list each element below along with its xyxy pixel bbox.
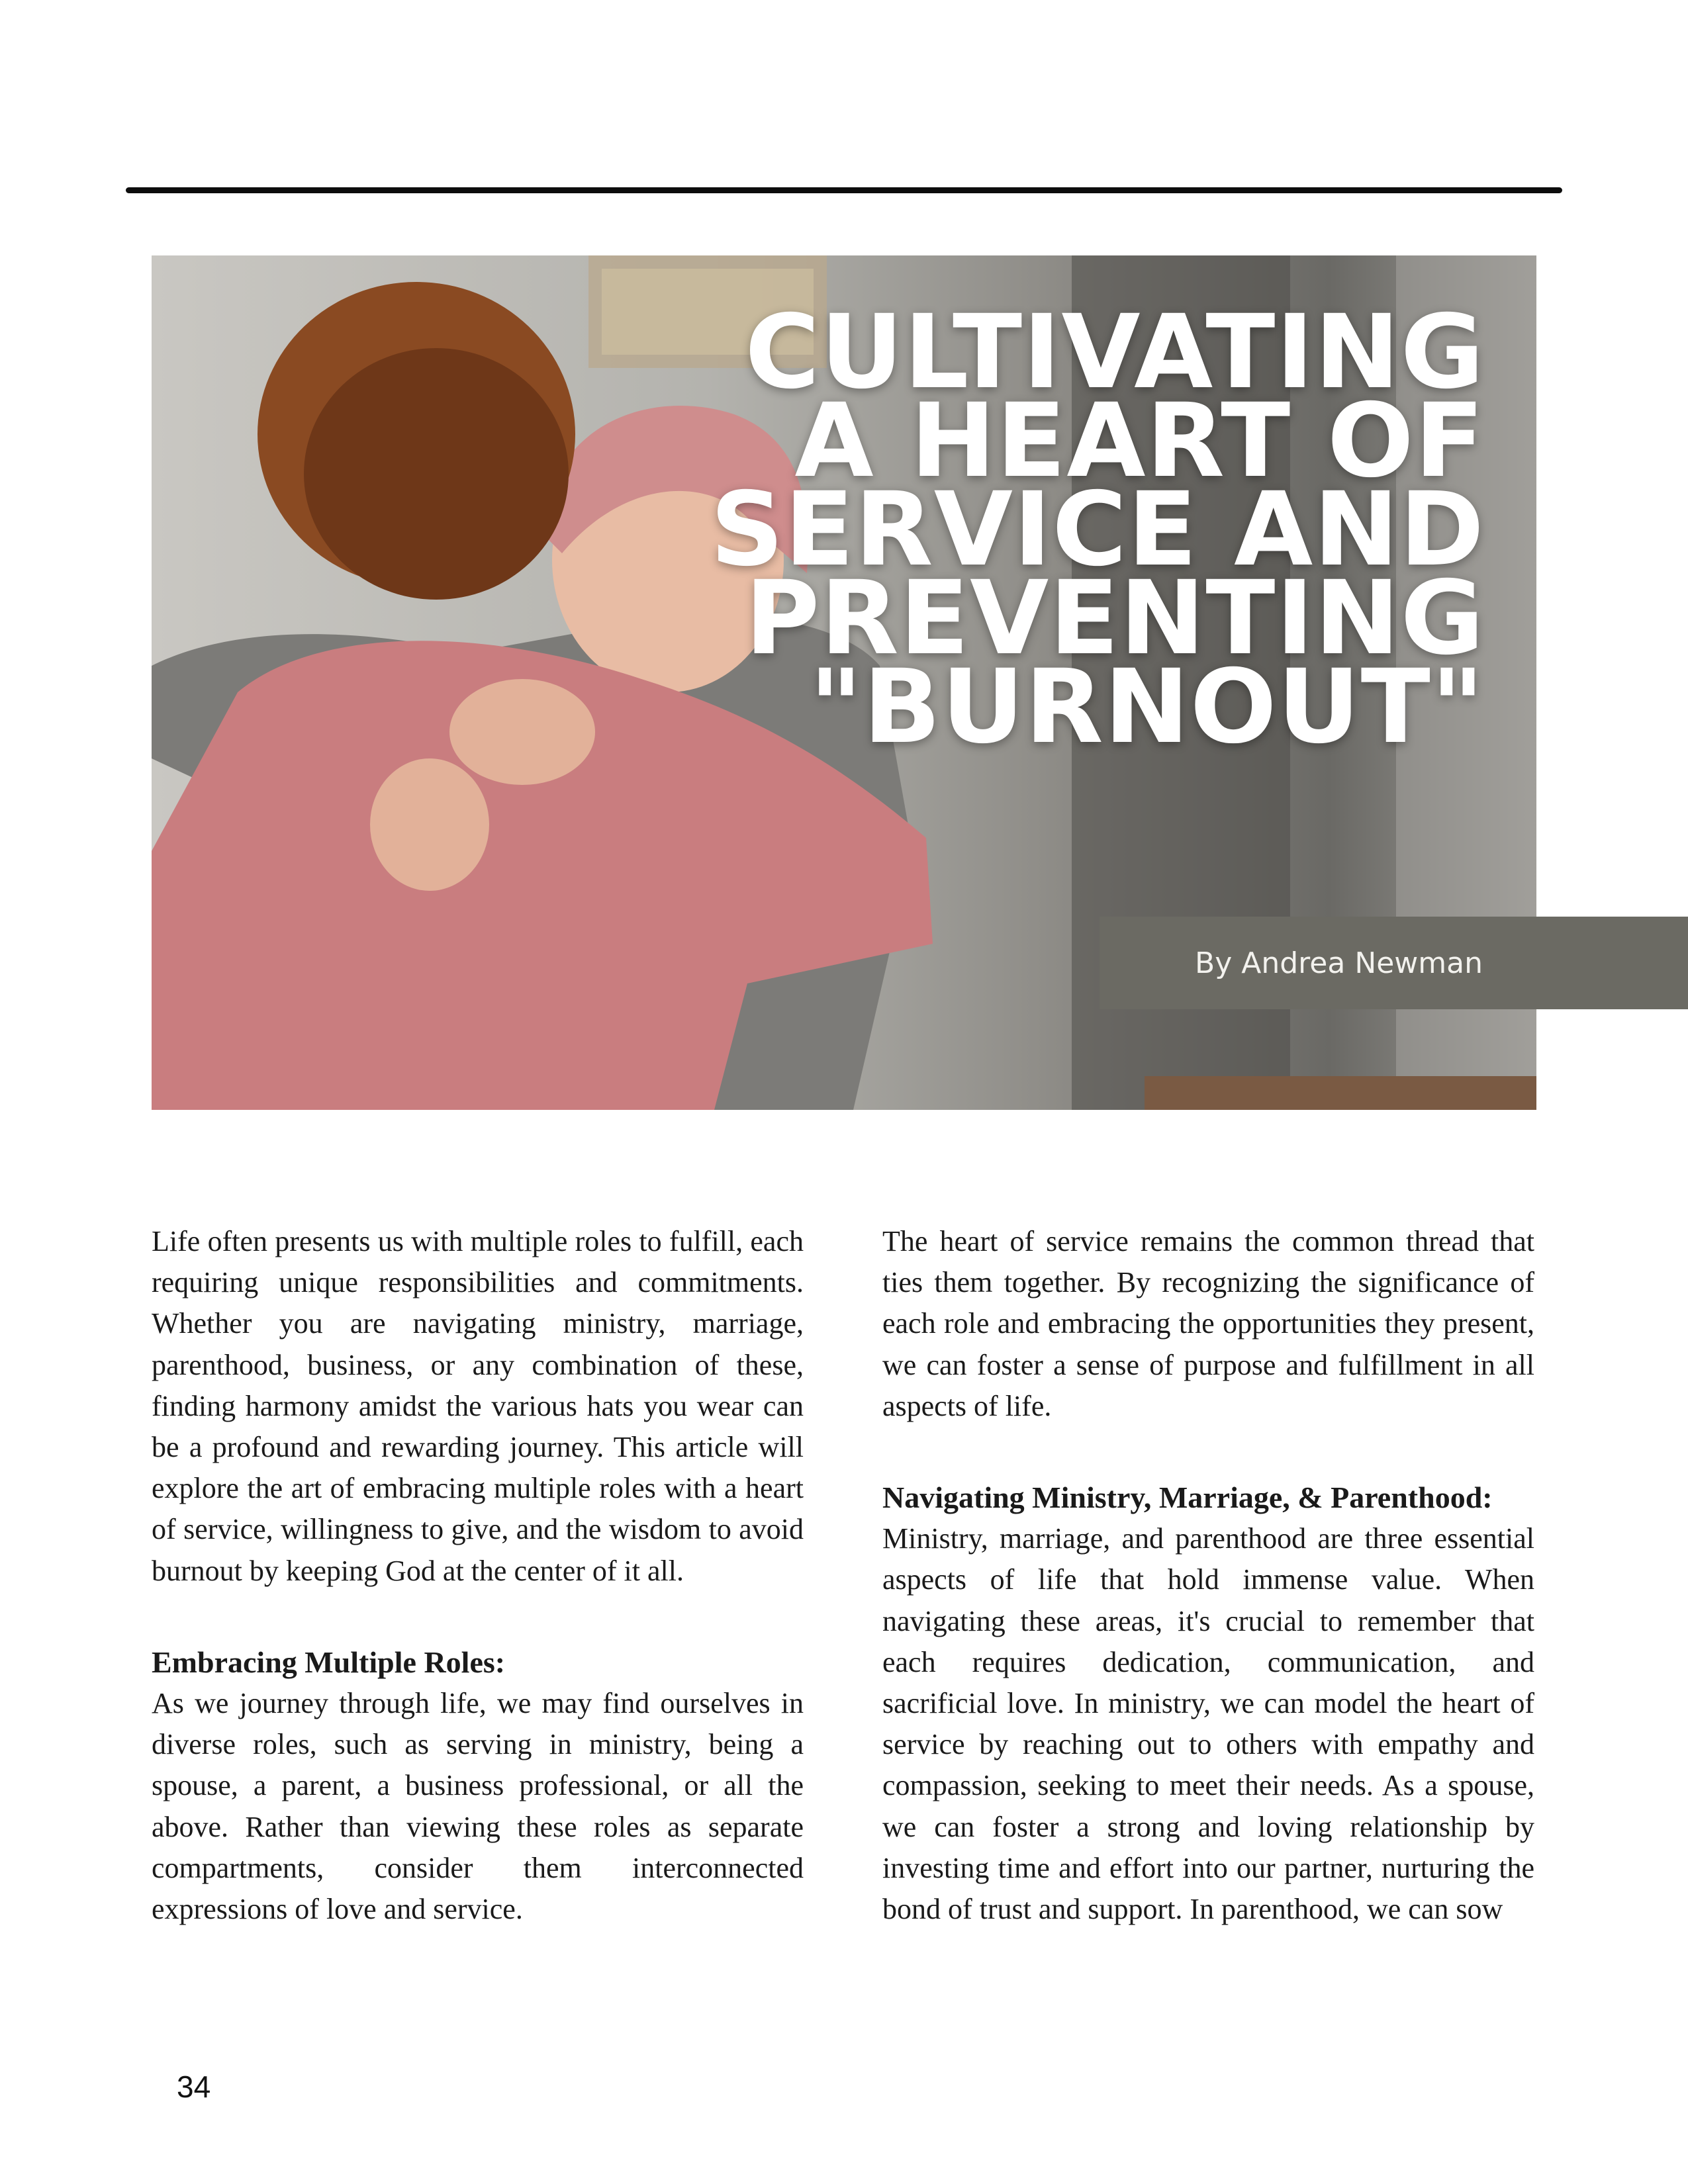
left-column	[152, 1221, 804, 1930]
title-line: PREVENTING	[745, 559, 1485, 678]
article-title	[624, 293, 1485, 766]
title-line: A HEART OF	[794, 382, 1485, 500]
byline-text: By Andrea Newman	[1195, 946, 1483, 980]
section-heading: Navigating Ministry, Marriage, & Parenthood:	[882, 1480, 1493, 1515]
section-heading: Embracing Multiple Roles:	[152, 1645, 506, 1679]
intro-paragraph: Life often presents us with multiple roles to fulfill, each requiring unique responsibilities and commitments. Whether you are navigating ministry, marriage, parenthood, business, or any combination of these, finding harmony amidst the various hats you wear can be a profound and rewarding journey. This article will explore the art of embracing multiple roles with a heart of service, willingness to give, and the wisdom to avoid burnout by keeping God at the center of it all.	[152, 1225, 804, 1587]
page-number: 34	[177, 2070, 211, 2104]
body-paragraph: Ministry, marriage, and parenthood are three essential aspects of life that hold immense value. When navigating these areas, it's crucial to remember that each requires dedication, communication, and sacrificial love. In ministry, we can model the heart of service by reaching out to others with empathy and compassion, seeking to meet their needs. As a spouse, we can foster a strong and loving relationship by investing time and effort into our partner, nurturing the bond of trust and support. In parenthood, we can sow	[882, 1522, 1534, 1926]
title-line: SERVICE AND	[710, 471, 1485, 589]
title-line: CULTIVATING	[745, 293, 1485, 412]
body-paragraph: As we journey through life, we may find ourselves in diverse roles, such as serving in ministry, being a spouse, a parent, a business professional, or all the above. Rather than viewing these roles as separate compartments, consider them interconnected expressions of love and service.	[152, 1687, 804, 1926]
intro-paragraph: The heart of service remains the common thread that ties them together. By recognizing the significance of each role and embracing the opportunities they present, we can foster a sense of purpose and fulfillment in all aspects of life.	[882, 1225, 1534, 1422]
title-line: "BURNOUT"	[809, 648, 1485, 766]
byline-banner	[1100, 917, 1688, 1009]
right-column	[882, 1221, 1534, 1930]
header-rule	[126, 187, 1562, 193]
